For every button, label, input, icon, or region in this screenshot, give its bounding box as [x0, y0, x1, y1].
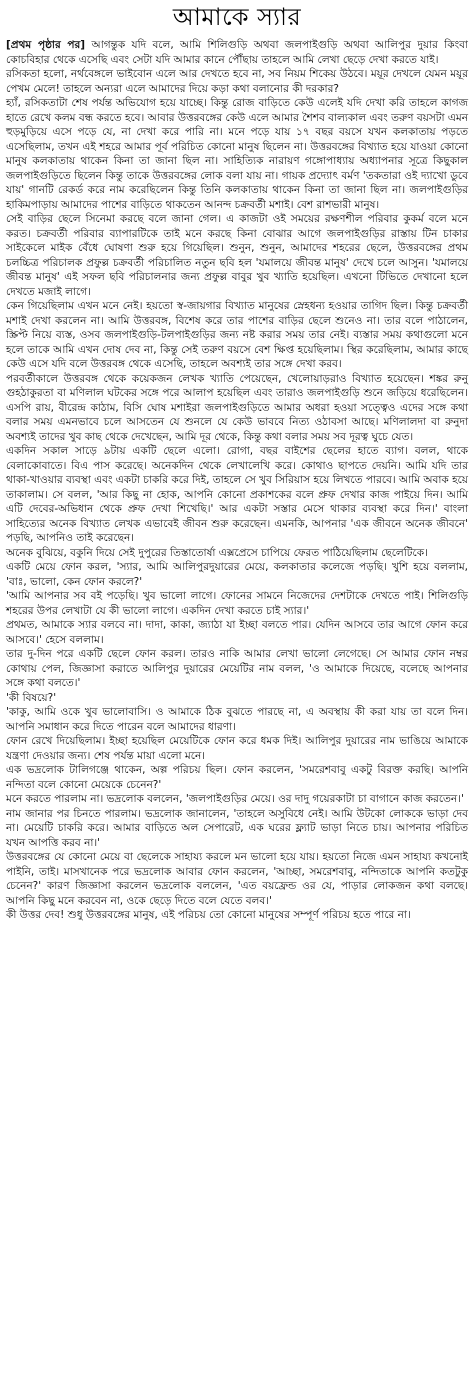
paragraph-10: 'আমি আপনার সব বই পড়েছি। খুব ভালো লাগে। ফোনের সামনে নিজেদের দেশটাকে দেখতে পাই। শিলিগুড়ি শহরের উপর লেখাটা যে কী ভালো লাগে। একদিন দেখা করতে চাই স্যার।' — [6, 590, 468, 617]
paragraph-20: কী উত্তর দেব! শুধু উত্তরবঙ্গের মানুষ, এই পরিচয় তো কোনো মানুষের সম্পূর্ণ পরিচয় হতে পারে না। — [6, 909, 411, 921]
paragraph-13: 'কী বিষয়ে?' — [6, 691, 57, 704]
paragraph-4: সেই বাড়ির ছেলে সিনেমা করছে বলে জানা গেল। এ কাজটা ওই সময়ের রক্ষণশীল পরিবার কুকর্ম বলে মনে করত। চক্রবর্তী পরিবার ব্যাপারটিকে তাই মনে করছে কিনা বোঝার আগে জলপাইগুড়ির রাস্তায় টিন চাকার সাইকেলে মাইক বেঁধে ঘোষণা শুরু হয়ে গিয়েছিল। শুনুন, শুনুন, আমাদের শহরের ছেলে, উত্তরবঙ্গের প্রথম চলচ্চিত্র পরিচালক প্রফুল্ল চক্রবর্তী পরিচালিত নতুন ছবি হল 'যমালয়ে জীবন্ত মানুষ' দেখে চলে আসুন। 'যমালয়ে জীবন্ত মানুষ' এই সফল ছবি পরিচালনার জন্য প্রফুল্ল বাবুর খুব খ্যাতি হয়েছিল। এখনো টিভিতে দেখানো হলে দেখতে মজাই লাগে। — [6, 213, 468, 298]
paragraph-18: নাম জানার পর চিনতে পারলাম। ভদ্রলোক জানালেন, 'তাহলে অসুবিধে নেই। আমি উটকো লোককে ভাড়া দেব না। মেয়েটি চাকরি করে। আমার বাড়িতে অল সেপারেট, এক ঘরের ফ্ল্যাট ভাড়া নিতে চায়। আপনার পরিচিত যখন আপত্তি করব না।' — [6, 807, 468, 849]
paragraph-5: কেন গিয়েছিলাম এখন মনে নেই। হয়তো স্ব-জায়গার বিখ্যাত মানুষের স্নেহধন্য হওয়ার তাগিদ ছিল। কিন্তু চক্রবর্তী মশাই দেখা করলেন না। আমি উত্তরবঙ্গ, বিশেষ করে তার পাশের বাড়ির ছেলে শুনেও না। তার বলে পাঠালেন, স্ক্রিপ্ট নিয়ে ব্যস্ত, ওসব জলপাইগুড়ি-টলপাইগুড়ির জন্য নষ্ট করার সময় তার নেই। ব্যস্তার সময় কথাগুলো মনে হলে তাকে আমি এখন দোষ দেব না, কিন্তু সেই তরুণ বয়সে বেশ ক্ষিপ্ত হয়েছিলাম। স্থির করেছিলাম, আমার কাছে কেউ এসে যদি বলে উত্তরবঙ্গ থেকে এসেছি, তাহলে অবশ্যই তার সঙ্গে দেখা করব। — [6, 300, 468, 370]
paragraph-8: অনেক বুঝিয়ে, বকুনি দিয়ে সেই দুপুরের তিস্তাতোর্ষা এক্সপ্রেসে চাপিয়ে ফেরত পাঠিয়েছিলাম ছেলেটিকে। — [6, 546, 428, 559]
paragraph-16: এক ভদ্রলোক টালিগঞ্জে থাকেন, অল্প পরিচয় ছিল। ফোন করলেন, 'সমরেশবাবু একটু বিরক্ত করছি। আপনি নন্দিতা বলে কোনো মেয়েকে চেনেন?' — [6, 764, 468, 791]
paragraph-2: রসিকতা হলো, নর্থবেঙ্গলে ভাইবোন এলে আর দেখতে হবে না, সব নিয়ম শিকেয় উঠবে। ময়ূর দেখলে যেমন ময়ূর পেখম মেলে! তাহলে অন্যরা এলে আমাদের দিয়ে কড়া কথা বলানোর কী দরকার? — [6, 68, 468, 95]
paragraph-3: হ্যাঁ, রসিকতাটা শেষ পর্যন্ত অভিযোগ হয়ে যাচ্ছে। কিন্তু রোজ বাড়িতে কেউ এলেই যদি দেখা করি তাহলে কাগজ হাতে রেখে কলম বন্ধ করতে হবে। আবার উত্তরবঙ্গের কেউ এলে আমার শৈশব বাল্যকাল এবং তরুণ বয়সটা এমন হুড়মুড়িয়ে এসে পড়ে যে, না দেখা করে পারি না। মনে পড়ে যায় ১৭ বছর বয়সে যখন কলকাতায় পড়তে এসেছিলাম, তখন এই শহরে আমার পূর্ব পরিচিত কোনো মানুষ ছিলেন না। উত্তরবঙ্গের বিখ্যাত হয়ে যাওয়া কোনো মানুষ কলকাতায় থাকেন কিনা তা জানা ছিল না। সাহিত্যিক নারায়ণ গঙ্গোপাধ্যায় অধ্যাপনার সূত্রে কিছুকাল জলপাইগুড়িতে ছিলেন কিন্তু তাকে উত্তরবঙ্গের লোক বলা যায় না। গায়ক প্রদ্যোৎ বর্মণ 'তকতারা ওই দ্যাখো ডুবে যায়' গানটি রেকর্ড করে নাম করেছিলেন কিন্তু তিনি কলকাতায় থাকেন কিনা তা জানা ছিল না। জলপাইগুড়ির হাকিমপাড়ায় আমাদের পাশের বাড়িতে থাকতেন আনন্দ চক্রবর্তী মশাই। বেশ রাশভারী মানুষ। — [6, 97, 468, 211]
paragraph-15: ফোন রেখে দিয়েছিলাম। ইচ্ছা হয়েছিল মেয়েটিকে ফোন করে ধমক দিই। আলিপুর দুয়ারের নাম ভাঙিয়ে আমাকে যন্ত্রণা দেওয়ার জন্য। শেষ পর্যন্ত মায়া এলো মনে। — [6, 735, 468, 762]
continued-label: [প্রথম পৃষ্ঠার পর] — [6, 39, 86, 51]
paragraph-14: 'কাকু, আমি ওকে খুব ভালোবাসি। ও আমাকে ঠিক বুঝতে পারছে না, এ অবস্থায় কী করা যায় তা বলে দিন। আপনি সমাধান করে দিতে পারেন বলে আমাদের ধারণা। — [6, 706, 468, 733]
paragraph-17: মনে করতে পারলাম না। ভদ্রলোক বললেন, 'জলপাইগুড়ির মেয়ে। ওর দাদু গয়েরকাটা চা বাগানে কাজ করতেন।' — [6, 793, 464, 805]
newspaper-clipping — [6, 0, 468, 1398]
paragraph-6: পরবর্তীকালে উত্তরবঙ্গ থেকে কয়েকজন লেখক খ্যাতি পেয়েছেন, খেলোয়াড়রাও বিখ্যাত হয়েছেন। শঙ্কর রুনু গুহঠাকুরতা বা মণিলাল ঘটকের সঙ্গে পরে আলাপ হয়েছিল এবং তারাও জলপাইগুড়ি শুনে জড়িয়ে ধরেছিলেন। এসপি রায়, বীরেন্দ্র কাঠাম, বিসি ঘোষ মশাইরা জলপাইগুড়িতে আমার অধরা হওয়া সত্ত্বেও এদের সঙ্গে কথা বলার সময় এমনভাবে চলে আসতেন যে শুনলে যে কেউ ভাববে নিত্য ওঠাবসা আছে। মণিলালদা বা রুনুদা অবশ্যই তাদের খুব কাছ থেকে দেখেছেন, আমি দূর থেকে, কিন্তু কথা বলার সময় সব দূরত্ব ঘুচে যেত। — [6, 372, 468, 443]
article-title: আমাকে স্যার — [172, 3, 302, 31]
paragraph-11: প্রথমত, আমাকে স্যার বলবে না। দাদা, কাকা, জ্যাঠা যা ইচ্ছা বলতে পার। যেদিন আসবে তার আগে ফোন করে আসবে।' হেসে বললাম। — [6, 619, 468, 646]
paragraph-19: উত্তরবঙ্গের যে কোনো মেয়ে বা ছেলেকে সাহায্য করলে মন ভালো হয়ে যায়। হয়তো নিজে এমন সাহায্য কখনোই পাইনি, তাই। মাসখানেক পরে ভদ্রলোক আবার ফোন করলেন, 'আচ্ছা, সমরেশবাবু, নন্দিতাকে আপনি কতটুকু চেনেন?' কারণ জিজ্ঞাসা করলেন ভদ্রলোক বললেন, 'এত বয়ফ্রেন্ড ওর যে, পাড়ার লোকজন কথা বলছে। আপনি কিছু মনে করবেন না, ওকে ছেড়ে দিতে বলে যেতে বলব।' — [6, 851, 468, 907]
article-body — [6, 38, 468, 923]
paragraph-7: একদিন সকাল সাড়ে ৯টায় একটি ছেলে এলো। রোগা, বছর বাইশের ছেলের হাতে ব্যাগ। বলল, থাকে বেলাকোবাতে। বিএ পাস করেছে। অনেকদিন থেকে লেখালেখি করে। কোথাও ছাপতে দেয়নি। আমি যদি তার থাকা-খাওয়ার ব্যবস্থা এবং একটা চাকরি করে দিই, তাহলে সে খুব সিরিয়াস হয়ে লিখতে পারবে। আমি অবাক হয়ে তাকালাম। সে বলল, 'আর কিছু না হোক, আপনি কোনো প্রকাশকের বলে প্রুফ দেখার কাজ পাইয়ে দিন। আমি এটি দেবের-অভিধান থেকে প্রুফ দেখা শিখেছি।' আর একটা সস্তার মেসে থাকার ব্যবস্থা করে দিন।' বাংলা সাহিত্যের অনেক বিখ্যাত লেখক এভাবেই জীবন শুরু করেছেন। এমনকি, আপনার 'এক জীবনে অনেক জীবনে' পড়ছি, আপনিও তাই করেছেন। — [6, 445, 468, 544]
paragraph-1 — [6, 38, 468, 67]
paragraph-9: একটি মেয়ে ফোন করল, 'স্যার, আমি আলিপুরদুয়ারের মেয়ে, কলকাতার কলেজে পড়ছি। খুশি হয়ে বললাম, 'বাঃ, ভালো, কেন ফোন করলে?' — [6, 561, 468, 588]
paragraph-12: তার দু-দিন পরে একটি ছেলে ফোন করল। তারও নাকি আমার লেখা ভালো লেগেছে। সে আমার ফোন নম্বর কোথায় পেল, জিজ্ঞাসা করাতে আলিপুর দুয়ারের মেয়েটির নাম বলল, 'ও আমাকে দিয়েছে, বলেছে আপনার সঙ্গে কথা বলতে।' — [6, 648, 468, 689]
title-bar — [6, 0, 468, 38]
paragraph-text: আগন্তুক যদি বলে, আমি শিলিগুড়ি অথবা জলপাইগুড়ি অথবা আলিপুর দুয়ার কিংবা কোচবিহার থেকে এসেছি এবং সেটা যদি আমার কানে পৌঁছায় তাহলে আমি লেখা ছেড়ে দেখা করতে যাই। — [6, 39, 468, 66]
